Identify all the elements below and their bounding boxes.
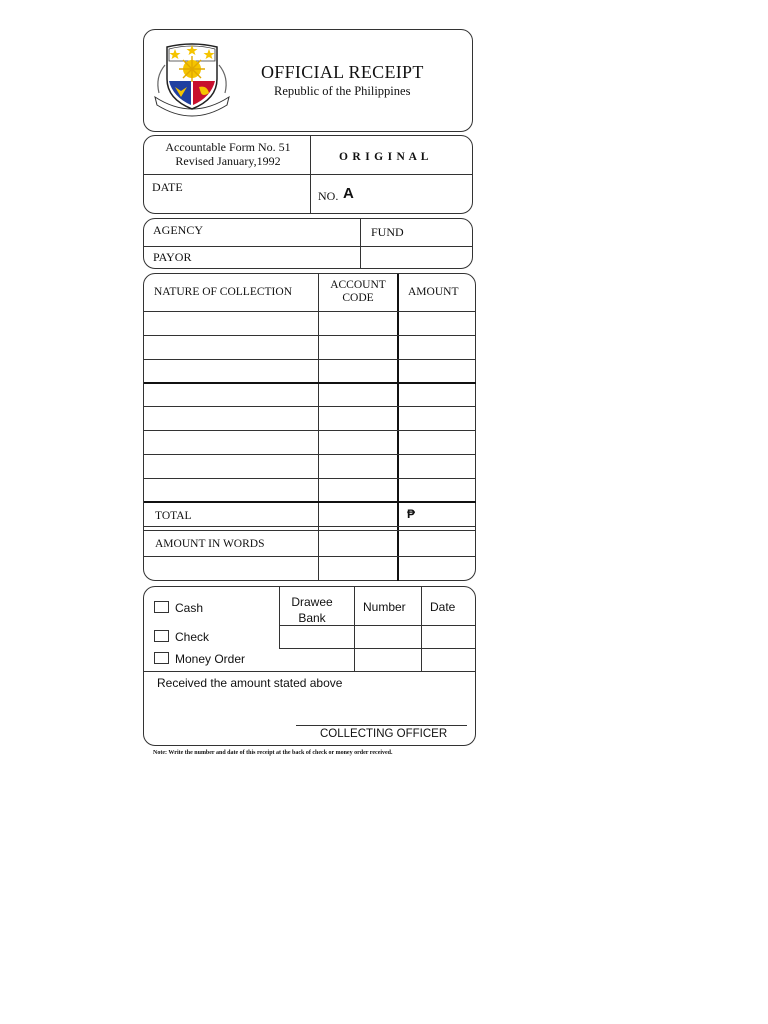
cash-label: Cash <box>175 601 204 615</box>
agency-fund-divider <box>360 219 361 269</box>
drawee-col-left <box>279 587 280 648</box>
agency-label: AGENCY <box>153 223 203 237</box>
date-label: DATE <box>152 180 183 194</box>
payment-box <box>143 586 476 746</box>
philippine-seal-logo <box>151 37 233 119</box>
check-checkbox[interactable] <box>154 630 169 642</box>
row-line <box>144 478 476 479</box>
received-text: Received the amount stated above <box>157 676 343 690</box>
receipt-subtitle: Republic of the Philippines <box>274 84 411 98</box>
row-line <box>144 406 476 407</box>
form-info-row-divider <box>144 174 473 175</box>
row-line <box>144 335 476 336</box>
form-number: Accountable Form No. 51 <box>165 140 291 154</box>
row-line <box>144 530 476 531</box>
col-divider-account <box>397 274 399 581</box>
header-nature-of-collection: NATURE OF COLLECTION <box>154 286 292 298</box>
header-number: Number <box>363 600 406 614</box>
total-label: TOTAL <box>155 510 192 522</box>
number-col-right <box>421 587 422 671</box>
footer-note: Note: Write the number and date of this receipt at the back of check or money order received. <box>153 750 393 756</box>
collecting-officer-label: COLLECTING OFFICER <box>320 728 448 740</box>
row-line <box>144 359 476 360</box>
number-value: A <box>343 185 354 202</box>
agency-payor-row-divider <box>144 246 473 247</box>
money-order-checkbox[interactable] <box>154 652 169 664</box>
header-date: Date <box>430 600 456 614</box>
row-line <box>144 556 476 557</box>
row-line <box>144 526 476 527</box>
row-line <box>144 311 476 312</box>
signature-line <box>296 725 467 726</box>
check-label: Check <box>175 630 210 644</box>
copy-label: O R I G I N A L <box>339 151 430 163</box>
row-line <box>144 454 476 455</box>
header-drawee-bank: Drawee Bank <box>291 595 333 625</box>
drawee-col-right <box>354 587 355 671</box>
number-label: NO. <box>318 189 339 203</box>
form-info-divider <box>310 136 311 214</box>
payment-row-line <box>279 648 476 649</box>
col-divider-nature <box>318 274 319 581</box>
row-line <box>144 430 476 431</box>
payor-label: PAYOR <box>153 250 192 264</box>
payment-row-line <box>144 671 476 672</box>
header-amount: AMOUNT <box>408 286 459 298</box>
agency-payor-box <box>143 218 473 269</box>
fund-label: FUND <box>371 225 404 239</box>
amount-in-words-label: AMOUNT IN WORDS <box>155 538 265 550</box>
collection-table <box>143 273 476 581</box>
header-box <box>143 29 473 132</box>
money-order-label: Money Order <box>175 652 246 666</box>
receipt-title: OFFICIAL RECEIPT <box>261 62 424 82</box>
cash-checkbox[interactable] <box>154 601 169 613</box>
form-info-box <box>143 135 473 214</box>
row-line <box>144 382 476 384</box>
row-line <box>144 501 476 503</box>
form-revised: Revised January,1992 <box>175 154 281 168</box>
peso-symbol: ₱ <box>407 507 416 521</box>
header-account-code: ACCOUNT CODE <box>330 279 386 304</box>
